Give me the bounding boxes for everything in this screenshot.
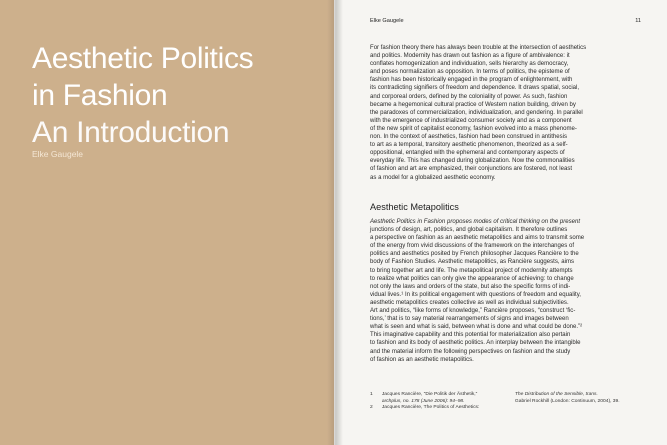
text-line: its contradicting signifiers of freedom and dependence. It draws spatial, social, [370,85,580,92]
text-line: body of Fashion Studies. Aesthetic metapolitics, as Rancière suggests, aims [370,259,575,266]
subtitle-line: An Introduction [32,116,230,149]
section-heading: Aesthetic Metapolitics [370,202,459,212]
text-line: oppositional, entangled with the ephemeral and contemporary aspects of [370,150,565,157]
text-line: junctions of design, art, politics, and global capitalism. It therefore outlines [370,227,568,234]
text-line: what is seen and what is said, between what is done and what could be done.”² [370,324,583,331]
footnote-text-line: The Distribution of the Sensible, trans. [514,392,598,398]
text-line: not only the laws and orders of the state, but also the specific forms of indi- [370,283,571,290]
text-line: a perspective on fashion as an aesthetic metapolitics and aims to transmit some [370,235,585,242]
text-line: and poses normalization as opposition. In terms of politics, the episteme of [370,69,570,76]
text-line: non. In the context of aesthetics, fashion had been construed in antithesis [370,134,567,141]
footnote-text-line: Gabriel Rockhill (London: Continuum, 2004), 39. [514,398,620,404]
text-line: to fashion and its body of aesthetic politics. An interplay between the intangible [370,340,581,347]
text-line: as a model for a globalized aesthetic economy. [370,174,496,181]
text-line: fashion has been historically engaged in the program of enlightenment, with [370,77,573,84]
text-line: to art as a temporal, transitory aesthetic phenomenon, theorized as a self- [370,142,568,149]
text-line: and politics. Modernity has drawn out fashion as a figure of ambivalence: it [370,53,570,60]
footnote-text-line: archplus, no. 178 (June 2006): 94–98. [381,398,465,404]
section-paragraph [370,218,642,364]
footnote-text-line: Jacques Rancière, “Die Politik der Ästhetik,” [381,392,478,397]
text-line: For fashion theory there has always been trouble at the intersection of aesthetics [370,45,587,51]
footnotes [370,392,642,412]
running-head [370,18,641,24]
text-line: aesthetic metapolitics creates collective as well as individual subjectivities. [370,299,569,306]
text-line: of fashion and art are emphasized, their conjunctions are fostered, not least [370,166,573,173]
right-page-text [334,0,667,445]
title-line-1: Aesthetic Politics [32,42,254,75]
footnote-text [382,392,509,405]
text-line: tions,’ that is to say material rearrangements of signs and images between [370,316,569,323]
text-line: of the energy from vivid discussions of the framework on the interchanges of [370,243,575,250]
footnote-number: 1 [370,392,373,397]
author-name: Elke Gaugele [32,149,84,159]
text-line: This imaginative capability and this potential for materialization also pertain [370,332,571,339]
text-line: to realize what politics can only give the appearance of achieving: to change [370,275,574,282]
footnote-text [382,405,509,412]
text-line: to bring together art and life. The metapolitical project of modernity attempts [370,267,573,274]
text-line: with the emergence of industrialized consumer society and as a component [370,117,572,124]
footnote-text-continued [515,392,642,412]
text-line: and the material inform the following perspectives on fashion and the study [370,348,571,355]
intro-paragraph [370,44,642,182]
title-line-2: in Fashion [32,79,168,112]
text-line: politics and aesthetics posited by French philosopher Jacques Rancière to the [370,251,579,258]
text-line: became a hegemonical cultural practice of Western nation building, driven by [370,101,576,108]
text-line: conflates homogenization and individuation, sells hierarchy as democracy, [370,61,569,68]
text-line: and corporeal orders, defined by the coloniality of power. As such, fashion [370,93,568,100]
footnote-number: 2 [370,405,373,411]
text-line: of the new spirit of capitalist economy, fashion evolved into a mass phenome- [370,125,577,132]
running-head-author: Elke Gaugele [370,18,404,24]
footnote-text-line: Jacques Rancière, The Politics of Aesthetics: [381,405,480,411]
text-line: Art and politics, “like forms of knowledge,” Rancière proposes, “construct ‘fic- [370,308,576,315]
page-number: 11 [635,18,641,24]
text-line: Aesthetic Politics in Fashion proposes modes of critical thinking on the present [370,219,581,225]
text-line: of fashion as an aesthetic metapolitics. [370,356,474,363]
text-line: everyday life. This has changed during globalization. Now the commonalities [370,158,575,165]
text-line: vidual lives.¹ In its political engagement with questions of freedom and equality, [370,291,581,298]
text-line: the paradoxes of commercialization, individualization, and gendering. In parallel [370,109,583,116]
